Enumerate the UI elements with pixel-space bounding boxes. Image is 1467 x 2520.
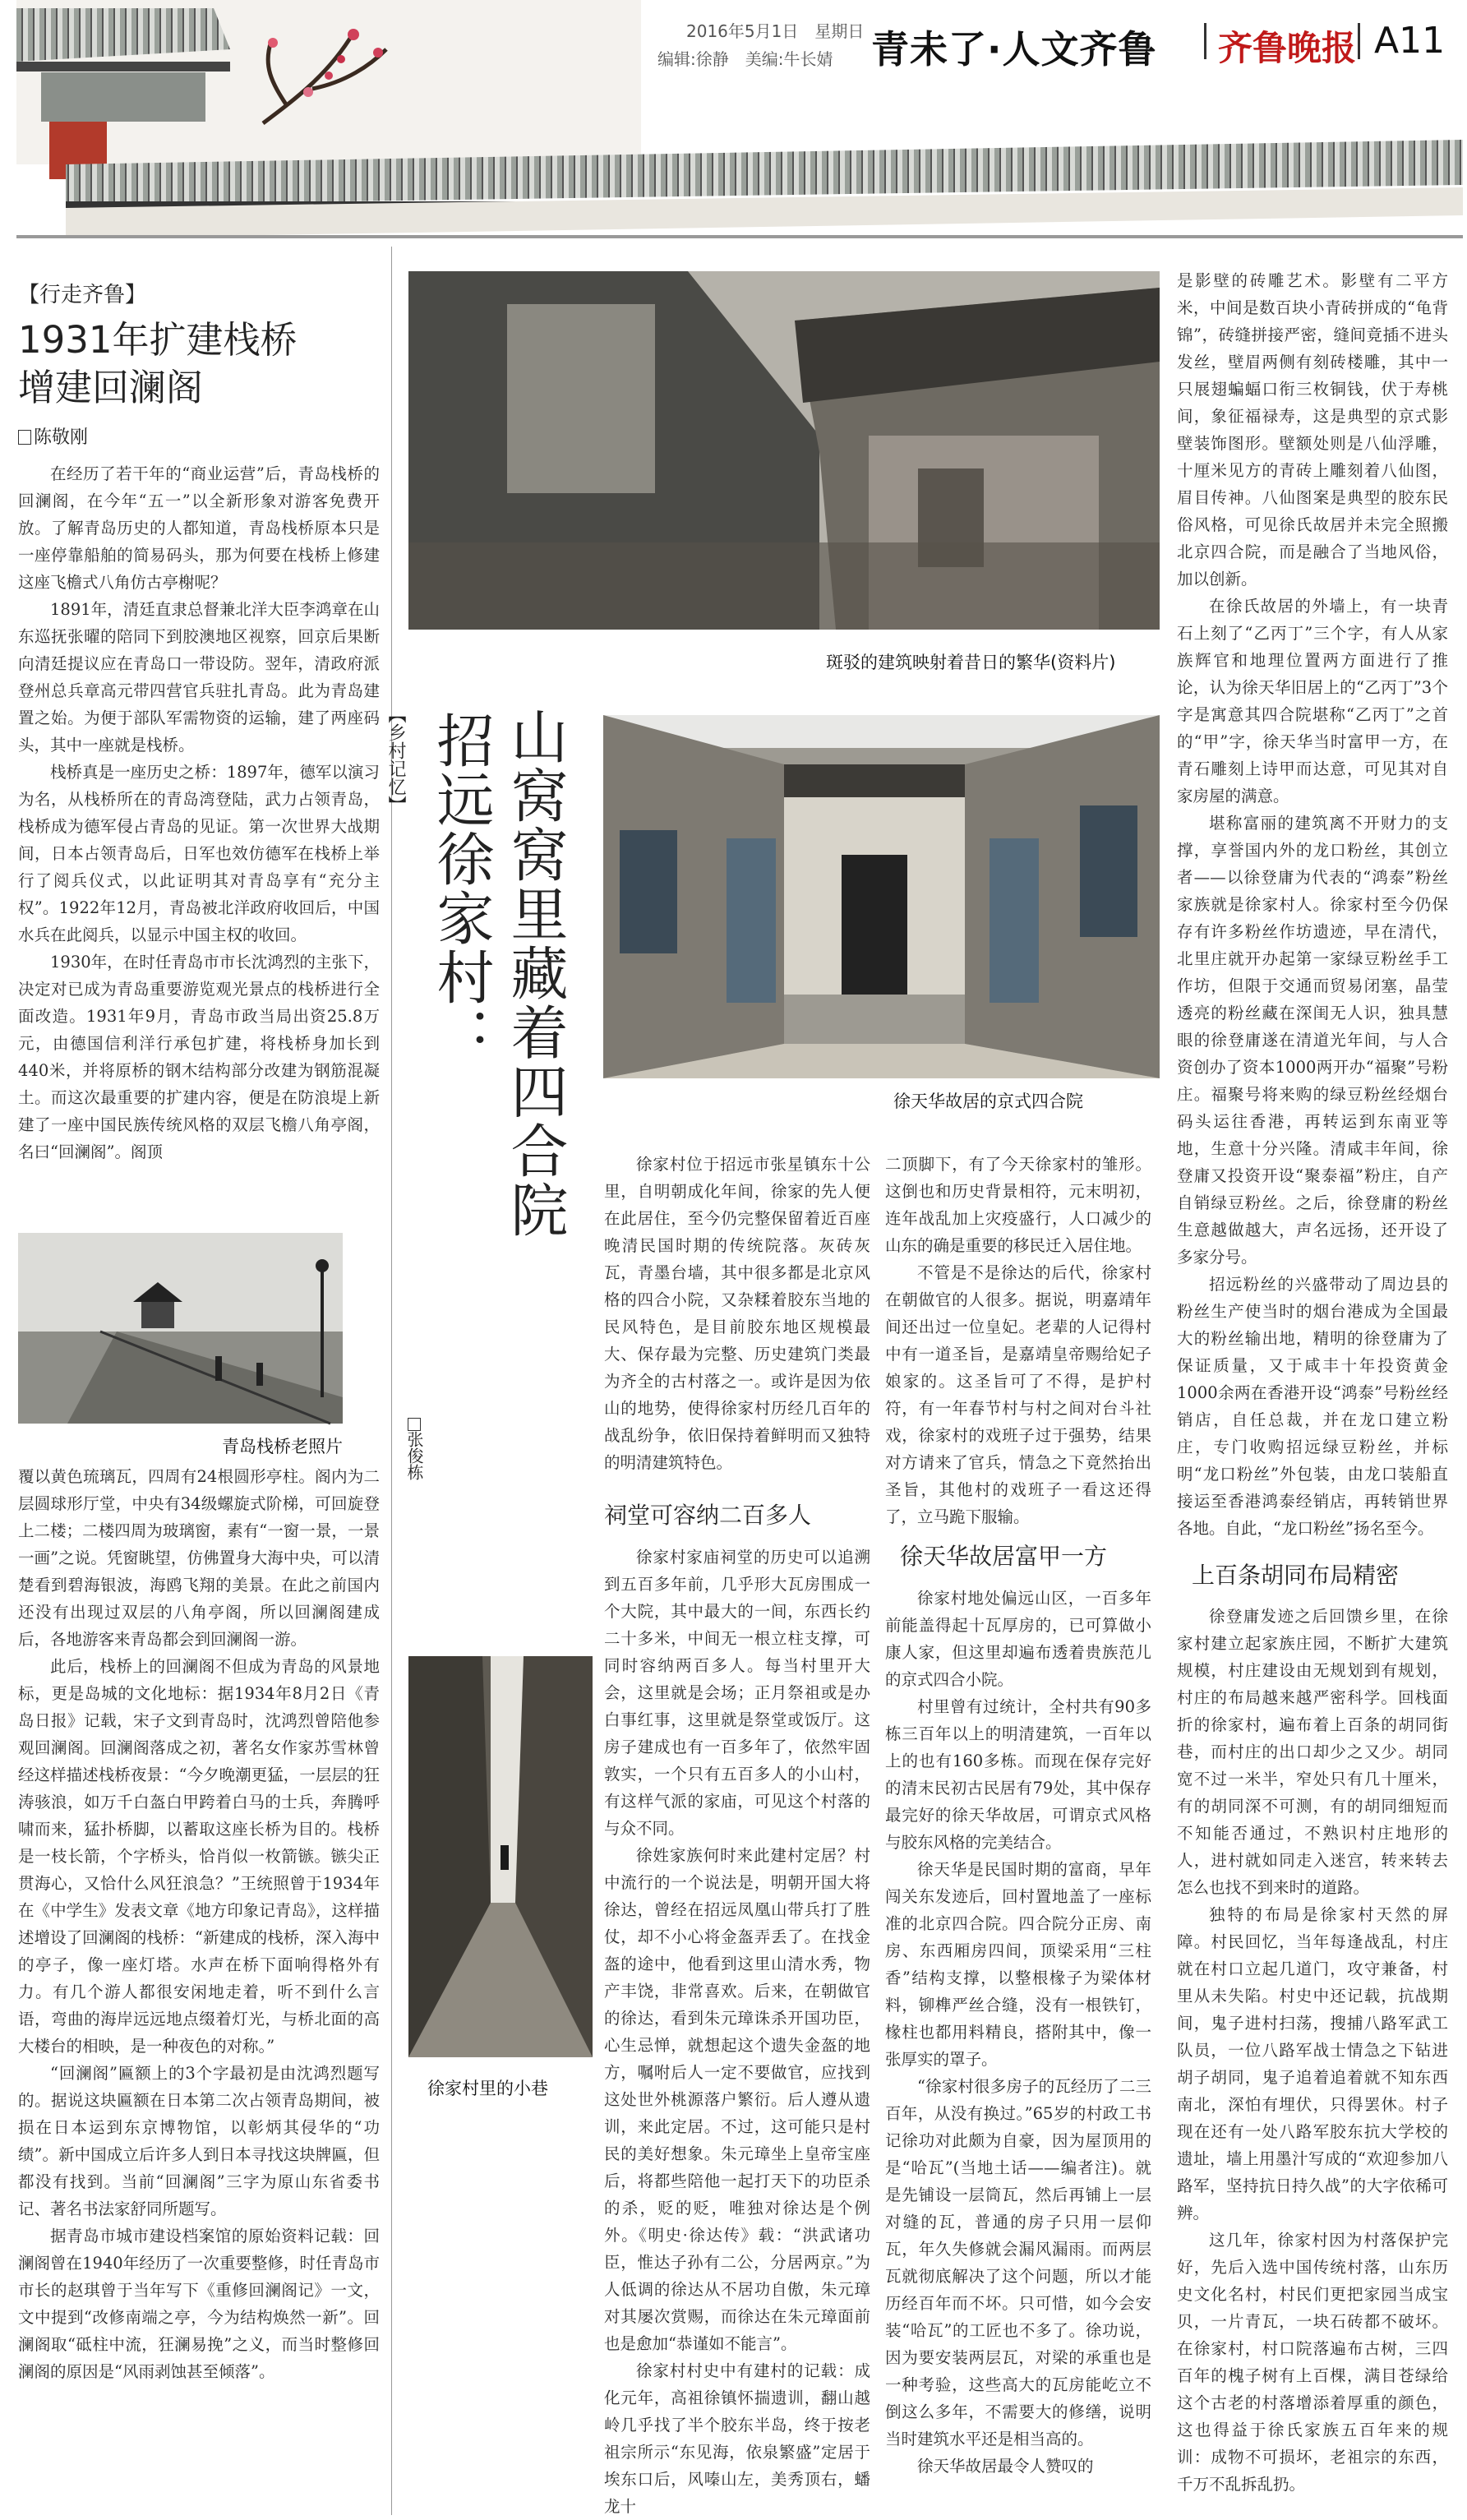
headline-main: 山窝窝里藏着四合院 bbox=[501, 707, 569, 1239]
paragraph: 徐天华是民国时期的富商，早年闯关东发迹后，回村置地盖了一座标准的北京四合院。四合院分正房、南房、东西厢房四间，顶梁采用“三柱香”结构支撑，以整根椽子为梁体材料，铆榫严丝合缝，没有一根铁钉，椽柱也都用料精良，搭附其中，像一张厚实的罩子。 bbox=[885, 1860, 1151, 2069]
byline bbox=[18, 423, 88, 449]
article-headline bbox=[18, 316, 380, 412]
paragraph: 徐家村位于招远市张星镇东十公里，自明朝成化年间，徐家的先人便在此居住，至今仍完整保留着近百座晚清民国时期的传统院落。灰砖灰瓦，青墨台墙，其中很多都是北京风格的四合小院，又杂糅着胶东当地的民风特色，是目前胶东地区规模最大、保存最为完整、历史建筑门类最为齐全的古村落之一。或许是因为依山的地势，使得徐家村历经几百年的战乱纷争，依旧保持着鲜明而又独特的明清建筑特色。 bbox=[604, 1155, 870, 1472]
paragraph: 不管是不是徐达的后代，徐家村在朝做官的人很多。据说，明嘉靖年间还出过一位皇妃。老辈的人记得村中有一道圣旨，是嘉靖皇帝赐给妃子娘家的。这圣旨可了不得，是护村符，有一年春节村与村之间对台斗社戏，徐家村的戏班子过于强势，结果对方请来了官兵，情急之下竟然抬出圣旨，其他村的戏班子一看这还得了，立马跪下服输。 bbox=[885, 1263, 1151, 1526]
trestle-bridge-photo bbox=[18, 1233, 343, 1424]
old-building-photo bbox=[408, 271, 1160, 630]
column-divider bbox=[391, 247, 392, 2515]
author-name: 张俊栋 bbox=[404, 1431, 424, 1480]
paragraph: 这几年，徐家村因为村落保护完好，先后入选中国传统村落，山东历史文化名村，村民们更把家园当成宝贝，一片青瓦，一块石砖都不破坏。在徐家村，村口院落遍布古树，三四百年的槐子树有上百棵，满目苍绿给这个古老的村落增添着厚重的颜色，这也得益于徐氏家族五百年来的规训：成物不可损坏，老祖宗的东西，千万不乱拆乱扔。 bbox=[1177, 2231, 1448, 2494]
left-article-body-bottom bbox=[18, 1463, 380, 2507]
header-divider bbox=[1358, 23, 1360, 59]
paragraph: 1891年，清廷直隶总督兼北洋大臣李鸿章在山东巡抚张曜的陪同下到胶澳地区视察，回京后果断向清廷提议应在青岛口一带设防。翌年，清政府派登州总兵章高元带四营官兵驻扎青岛。此为青岛建置之始。为便于部队军需物资的运输，建了两座码头，其中一座就是栈桥。 bbox=[18, 600, 380, 755]
section-title: 青未了·人文齐鲁 bbox=[871, 27, 1157, 72]
photo-caption: 青岛栈桥老照片 bbox=[222, 1437, 343, 1456]
paragraph: 徐登庸发迹之后回馈乡里，在徐家村建立起家族庄园，不断扩大建筑规模，村庄建设由无规划到有规划，村庄的布局越来越严密科学。回栈面折的徐家村，遍布着上百条的胡同街巷，而村庄的出口却少之又少。胡同宽不过一米半，窄处只有几十厘米，有的胡同深不可测，有的胡同细短而不知能否通过，不熟识村庄地形的人，进村就如同走入迷宫，转来转去怎么也找不到来时的道路。 bbox=[1177, 1607, 1448, 1897]
paragraph: 栈桥真是一座历史之桥：1897年，德军以演习为名，从栈桥所在的青岛湾登陆，武力占领青岛，栈桥成为德军侵占青岛的见证。第一次世界大战期间，日本占领青岛后，日军也效仿德军在栈桥上举行了阅兵仪式，以此证明其对青岛享有“充分主权”。1922年12月，青岛被北洋政府收回后，中国水兵在此阅兵，以显示中国主权的收回。 bbox=[18, 763, 380, 944]
author-name: 陈敬刚 bbox=[34, 427, 89, 448]
paragraph: 二顶脚下，有了今天徐家村的雏形。这倒也和历史背景相符，元末明初，连年战乱加上灾疫盛行，人口减少的山东的确是重要的移民迁入居住地。 bbox=[885, 1155, 1151, 1255]
headline-line-1: 1931年扩建栈桥 bbox=[18, 318, 298, 362]
paragraph: 覆以黄色琉璃瓦，四周有24根圆形亭柱。阁内为二层圆球形厅堂，中央有34级螺旋式阶梯，可回旋登上二楼；二楼四周为玻璃窗，素有“一窗一景，一景一画”之说。凭窗眺望，仿佛置身大海中央，可以清楚看到碧海银波，海鸥飞翔的美景。在此之前国内还没有出现过双层的八角亭阁，所以回澜阁建成后，各地游客来青岛都会到回澜阁一游。 bbox=[18, 1467, 380, 1649]
subheading: 徐天华故居富甲一方 bbox=[900, 1543, 1108, 1570]
paragraph: 此后，栈桥上的回澜阁不但成为青岛的风景地标，更是岛城的文化地标：据1934年8月2日《青岛日报》记载，宋子文到青岛时，沈鸿烈曾陪他参观回澜阁。回澜阁落成之初，著名女作家苏雪林曾经这样描述栈桥夜景：“今夕晚潮更猛，一层层的狂涛骇浪，如万千白盔白甲跨着白马的士兵，奔腾呼啸而来，猛扑桥脚，以蓄取这座长桥为目的。栈桥是一枝长箭，个字桥头，恰肖似一枚箭镞。镞尖正贯海心，又恰什么风狂浪急？”王统照曾于1934年在《中学生》发表文章《地方印象记青岛》，这样描述增设了回澜阁的栈桥：“新建成的栈桥，深入海中的亭子，像一座灯塔。水声在桥下面响得格外有力。有几个游人都很安闲地走着，听不到什么言语，弯曲的海岸远远地点缀着灯光，与桥北面的高大楼台的相映，是一种夜色的对称。” bbox=[18, 1657, 380, 2056]
photo-caption: 徐家村里的小巷 bbox=[427, 2079, 548, 2098]
subheading: 祠堂可容纳二百多人 bbox=[604, 1502, 812, 1529]
main-body-col-a-top bbox=[604, 1151, 870, 1488]
paragraph: 1930年，在时任青岛市市长沈鸿烈的主张下，决定对已成为青岛重要游览观光景点的栈桥进行全面改造。1931年9月，青岛市政当局出资25.8万元，由德国信利洋行承包扩建，将栈桥身加长到440米，并将原桥的钢木结构部分改建为钢筋混凝土。而这次最重要的扩建内容，便是在防浪堤上新建了一座中国民族传统风格的双层飞檐八角亭阁，名曰“回澜阁”。阁顶 bbox=[18, 953, 380, 1161]
paragraph: “徐家村很多房子的瓦经历了二三百年，从没有换过。”65岁的村政工书记徐功对此颇为自豪，因为屋顶用的是“哈瓦”(当地土话——编者注)。就是先铺设一层筒瓦，然后再铺上一层对缝的瓦，普通的房子只用一层仰瓦，年久失修就会漏风漏雨。而两层瓦就彻底解决了这个问题，所以才能历经百年而不坏。只可惜，如今会安装“哈瓦”的工匠也不多了。徐功说，因为要安装两层瓦，对梁的承重也是一种考验，这些高大的瓦房能屹立不倒这么多年，不需要大的修缮，说明当时建筑水平还是相当高的。 bbox=[885, 2077, 1151, 2448]
issue-date: 2016年5月1日 星期日 bbox=[686, 21, 865, 41]
paragraph: 在徐氏故居的外墙上，有一块青石上刻了“乙丙丁”三个字，有人从家族辉官和地理位置两方面进行了推论，认为徐天华旧居上的“乙丙丁”3个字是寓意其四合院堪称“乙丙丁”之首的“甲”字，徐天华当时富甲一方，在青石雕刻上诗甲而达意，可见其对自家房屋的满意。 bbox=[1177, 597, 1448, 805]
paragraph: 徐天华故居最令人赞叹的 bbox=[917, 2457, 1094, 2476]
paragraph: 招远粉丝的兴盛带动了周边县的粉丝生产使当时的烟台港成为全国最大的粉丝输出地，精明的徐登庸为了保证质量，又于咸丰十年投资黄金1000余两在香港开设“鸿泰”号粉丝经销店，自任总裁，并在龙口建立粉庄，专门收购招远绿豆粉丝，并标明“龙口粉丝”外包装，由龙口装船直接运至香港鸿泰经销店，再转销世界各地。自此，“龙口粉丝”扬名至今。 bbox=[1177, 1275, 1448, 1538]
main-body-col-a-bottom bbox=[604, 1544, 870, 2516]
byline-box-icon bbox=[18, 430, 31, 445]
main-body-col-b-bottom bbox=[885, 1585, 1151, 2505]
paragraph: 在经历了若干年的“商业运营”后，青岛栈桥的回澜阁，在今年“五一”以全新形象对游客免费开放。了解青岛历史的人都知道，青岛栈桥原本只是一座停靠船舶的简易码头，那为何要在栈桥上修建这座飞檐式八角仿古亭榭呢？ bbox=[18, 464, 380, 592]
editor-credits: 编辑:徐静 美编:牛长婧 bbox=[657, 49, 833, 69]
paragraph: 独特的布局是徐家村天然的屏障。村民回忆，当年每逢战乱，村庄就在村口立起几道门，攻守兼备，村里从未失陷。村史中还记载，抗战期间，鬼子进村扫荡，搜捕八路军武工队员，一位八路军战士情急之下钻进胡子胡同，鬼子追着追着就不知东西南北，深怕有埋伏，只得罢休。村子现在还有一处八路军胶东抗大学校的遗址，墙上用墨汁写成的“欢迎参加八路军，坚持抗日持久战”的大字依稀可辨。 bbox=[1177, 1905, 1448, 2222]
main-body-col-c-top bbox=[1177, 267, 1448, 1545]
paragraph: 徐家村地处偏远山区，一百多年前能盖得起十瓦厚房的，已可算做小康人家，但这里却遍布透着贵族范儿的京式四合小院。 bbox=[885, 1589, 1151, 1689]
page-number: A11 bbox=[1374, 20, 1446, 62]
paragraph: 是影壁的砖雕艺术。影壁有二平方米，中间是数百块小青砖拼成的“龟背锦”，砖缝拼接严密，缝间竟插不进头发丝，壁眉两侧有刻砖楼雕，其中一只展翅蝙蝠口衔三枚铜钱，伏于寿桃间，象征福禄寿，这是典型的京式影壁装饰图形。壁额处则是八仙浮雕，十厘米见方的青砖上雕刻着八仙图，眉目传神。八仙图案是典型的胶东民俗风格，可见徐氏故居并未完全照搬北京四合院，而是融合了当地风俗，加以创新。 bbox=[1177, 271, 1448, 588]
headline-line-2: 增建回澜阁 bbox=[18, 366, 204, 409]
paragraph: “回澜阁”匾额上的3个字最初是由沈鸿烈题写的。据说这块匾额在日本第二次占领青岛期间，被损在日本运到东京博物馆，以彰炳其侵华的“功绩”。新中国成立后许多人到日本寻找这块牌匾，但都没有找到。当前“回澜阁”三字为原山东省委书记、著名书法家舒同所题写。 bbox=[18, 2064, 380, 2218]
photo-caption: 斑驳的建筑映射着昔日的繁华(资料片) bbox=[826, 653, 1116, 672]
main-body-col-c-bottom bbox=[1177, 1603, 1448, 2507]
paragraph: 堪称富丽的建筑离不开财力的支撑，享誉国内外的龙口粉丝，其创立者——以徐登庸为代表的“鸿泰”粉丝家族就是徐家村人。徐家村至今仍保存有许多粉丝作坊遗迹，早在清代，北里庄就开办起第一家绿豆粉丝手工作坊，但限于交通而贸易闭塞，晶莹透亮的粉丝藏在深闺无人识，独具慧眼的徐登庸遂在清道光年间，与人合资创办了资本1000两开办“福聚”号粉庄。福聚号将来购的绿豆粉丝经烟台码头运往香港，再转运到东南亚等地，生意十分兴隆。清咸丰年间，徐登庸又投资开设“聚泰福”粉庄，自产自销绿豆粉丝。之后，徐登庸的粉丝生意越做越大，声名远扬，还开设了多家分号。 bbox=[1177, 814, 1448, 1267]
paragraph: 村里曾有过统计，全村共有90多栋三百年以上的明清建筑，一百年以上的也有160多栋。而现在保存完好的清末民初古民居有79处，其中保存最完好的徐天华故居，可谓京式风格与胶东风格的完美结合。 bbox=[885, 1697, 1151, 1852]
headline-sub: 招远徐家村： bbox=[427, 711, 495, 1066]
column-kicker: 【行走齐鲁】 bbox=[18, 283, 147, 307]
photo-caption: 徐天华故居的京式四合院 bbox=[893, 1092, 1083, 1111]
main-body-col-b-top bbox=[885, 1151, 1151, 1529]
byline-vertical bbox=[403, 1418, 427, 1480]
alley-photo bbox=[408, 1656, 593, 2057]
section-kicker-vertical: 【乡村记忆】 bbox=[385, 705, 406, 814]
paragraph: 徐家村村史中有建村的记载：成化元年，高祖徐镇怀揣遗训，翻山越岭几乎找了半个胶东半岛，终于按老祖宗所示“东见海，依泉繁盛”定居于埃东口后，风嗪山左，美秀顶右，蟠龙十 bbox=[604, 2361, 870, 2516]
paragraph: 据青岛市城市建设档案馆的原始资料记载：回澜阁曾在1940年经历了一次重要整修，时任青岛市市长的赵琪曾于当年写下《重修回澜阁记》一文，文中提到“改修南端之亭，今为结构焕然一新”。回澜阁取“砥柱中流，狂澜易挽”之义，而当时整修回澜阁的原因是“风雨剥蚀甚至倾落”。 bbox=[18, 2227, 380, 2381]
newspaper-logo: 齐鲁晚报 bbox=[1218, 28, 1357, 68]
left-article-body-top bbox=[18, 460, 380, 1204]
header-divider bbox=[1204, 23, 1206, 59]
courtyard-photo bbox=[603, 715, 1160, 1078]
paragraph: 徐姓家族何时来此建村定居？村中流行的一个说法是，明朝开国大将徐达，曾经在招远凤凰山带兵打了胜仗，却不小心将金盔弄丢了。在找金盔的途中，他看到这里山清水秀，物产丰饶，非常喜欢。后来，在朝做官的徐达，看到朱元璋诛杀开国功臣，心生忌惮，就想起这个遗失金盔的地方，嘱咐后人一定不要做官，应找到这处世外桃源落户繁衍。后人遵从遗训，来此定居。不过，这可能只是村民的美好想象。朱元璋坐上皇帝宝座后，将都些陪他一起打天下的功臣杀的杀，贬的贬，唯独对徐达是个例外。《明史·徐达传》载：“洪武诸功臣，惟达子孙有二公，分居两京。”为人低调的徐达从不居功自傲，朱元璋对其屡次赏赐，而徐达在朱元璋面前也是愈加“恭谨如不能言”。 bbox=[604, 1846, 870, 2353]
paragraph: 徐家村家庙祠堂的历史可以追溯到五百多年前，几乎形大瓦房围成一个大院，其中最大的一间，东西长约二十多米，中间无一根立柱支撑，可同时容纳两百多人。每当村里开大会，这里就是会场；正月祭祖或是办白事红事，这里就是祭堂或饭厅。这房子建成也有一百多年了，依然牢固敦实，一个只有五百多人的小山村，有这样气派的家庙，可见这个村落的与众不同。 bbox=[604, 1548, 870, 1838]
byline-box-icon bbox=[408, 1418, 421, 1431]
subheading: 上百条胡同布局精密 bbox=[1192, 1562, 1400, 1589]
